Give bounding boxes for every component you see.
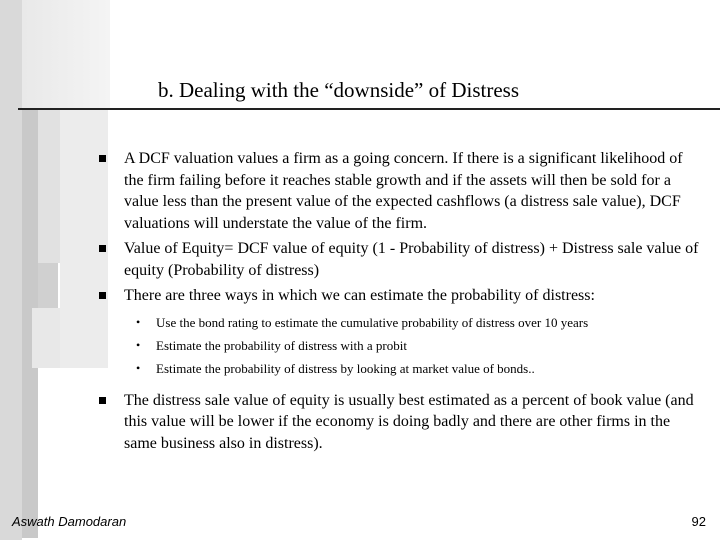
background-decoration — [38, 263, 58, 308]
background-decoration — [32, 308, 60, 368]
page-number: 92 — [691, 514, 706, 529]
square-bullet-icon — [99, 292, 106, 299]
square-bullet-icon — [99, 397, 106, 404]
sub-bullet-item — [124, 311, 699, 334]
dot-bullet-icon: • — [136, 314, 141, 329]
footer-author: Aswath Damodaran — [12, 514, 127, 529]
sub-bullet-item — [124, 357, 699, 380]
bullet-item — [124, 238, 699, 281]
bullet-text: There are three ways in which we can estimate the probability of distress: — [124, 287, 595, 304]
bullet-text: Value of Equity= DCF value of equity (1 - Probability of distress) + Distress sale value of equity (Probability of distress) — [124, 240, 699, 279]
bullet-text: A DCF valuation values a firm as a going concern. If there is a significant likelihood of the firm failing before it reaches stable growth and if the assets will then be sold for a value less than the present value of the expected cashflows (a distress sale value), DCF valuations will understate the value of the firm. — [124, 150, 683, 232]
slide-title: b. Dealing with the “downside” of Distress — [158, 78, 520, 102]
square-bullet-icon — [99, 155, 106, 162]
title-divider — [18, 108, 720, 110]
background-decoration — [0, 0, 22, 540]
slide-content — [124, 148, 699, 458]
sub-bullet-text: Estimate the probability of distress with a probit — [156, 337, 407, 353]
sub-bullet-list — [124, 311, 699, 380]
square-bullet-icon — [99, 245, 106, 252]
dot-bullet-icon: • — [136, 360, 141, 375]
sub-bullet-text: Estimate the probability of distress by looking at market value of bonds.. — [156, 360, 535, 376]
sub-bullet-item — [124, 334, 699, 357]
background-decoration — [60, 108, 108, 368]
bullet-text: The distress sale value of equity is usually best estimated as a percent of book value (and this value will be lower if the economy is doing badly and there are other firms in the same business also in distress). — [124, 391, 694, 452]
sub-bullet-text: Use the bond rating to estimate the cumulative probability of distress over 10 years — [156, 314, 589, 330]
dot-bullet-icon: • — [136, 337, 141, 352]
bullet-item — [124, 285, 699, 307]
bullet-item — [124, 148, 699, 234]
bullet-item — [124, 390, 699, 455]
